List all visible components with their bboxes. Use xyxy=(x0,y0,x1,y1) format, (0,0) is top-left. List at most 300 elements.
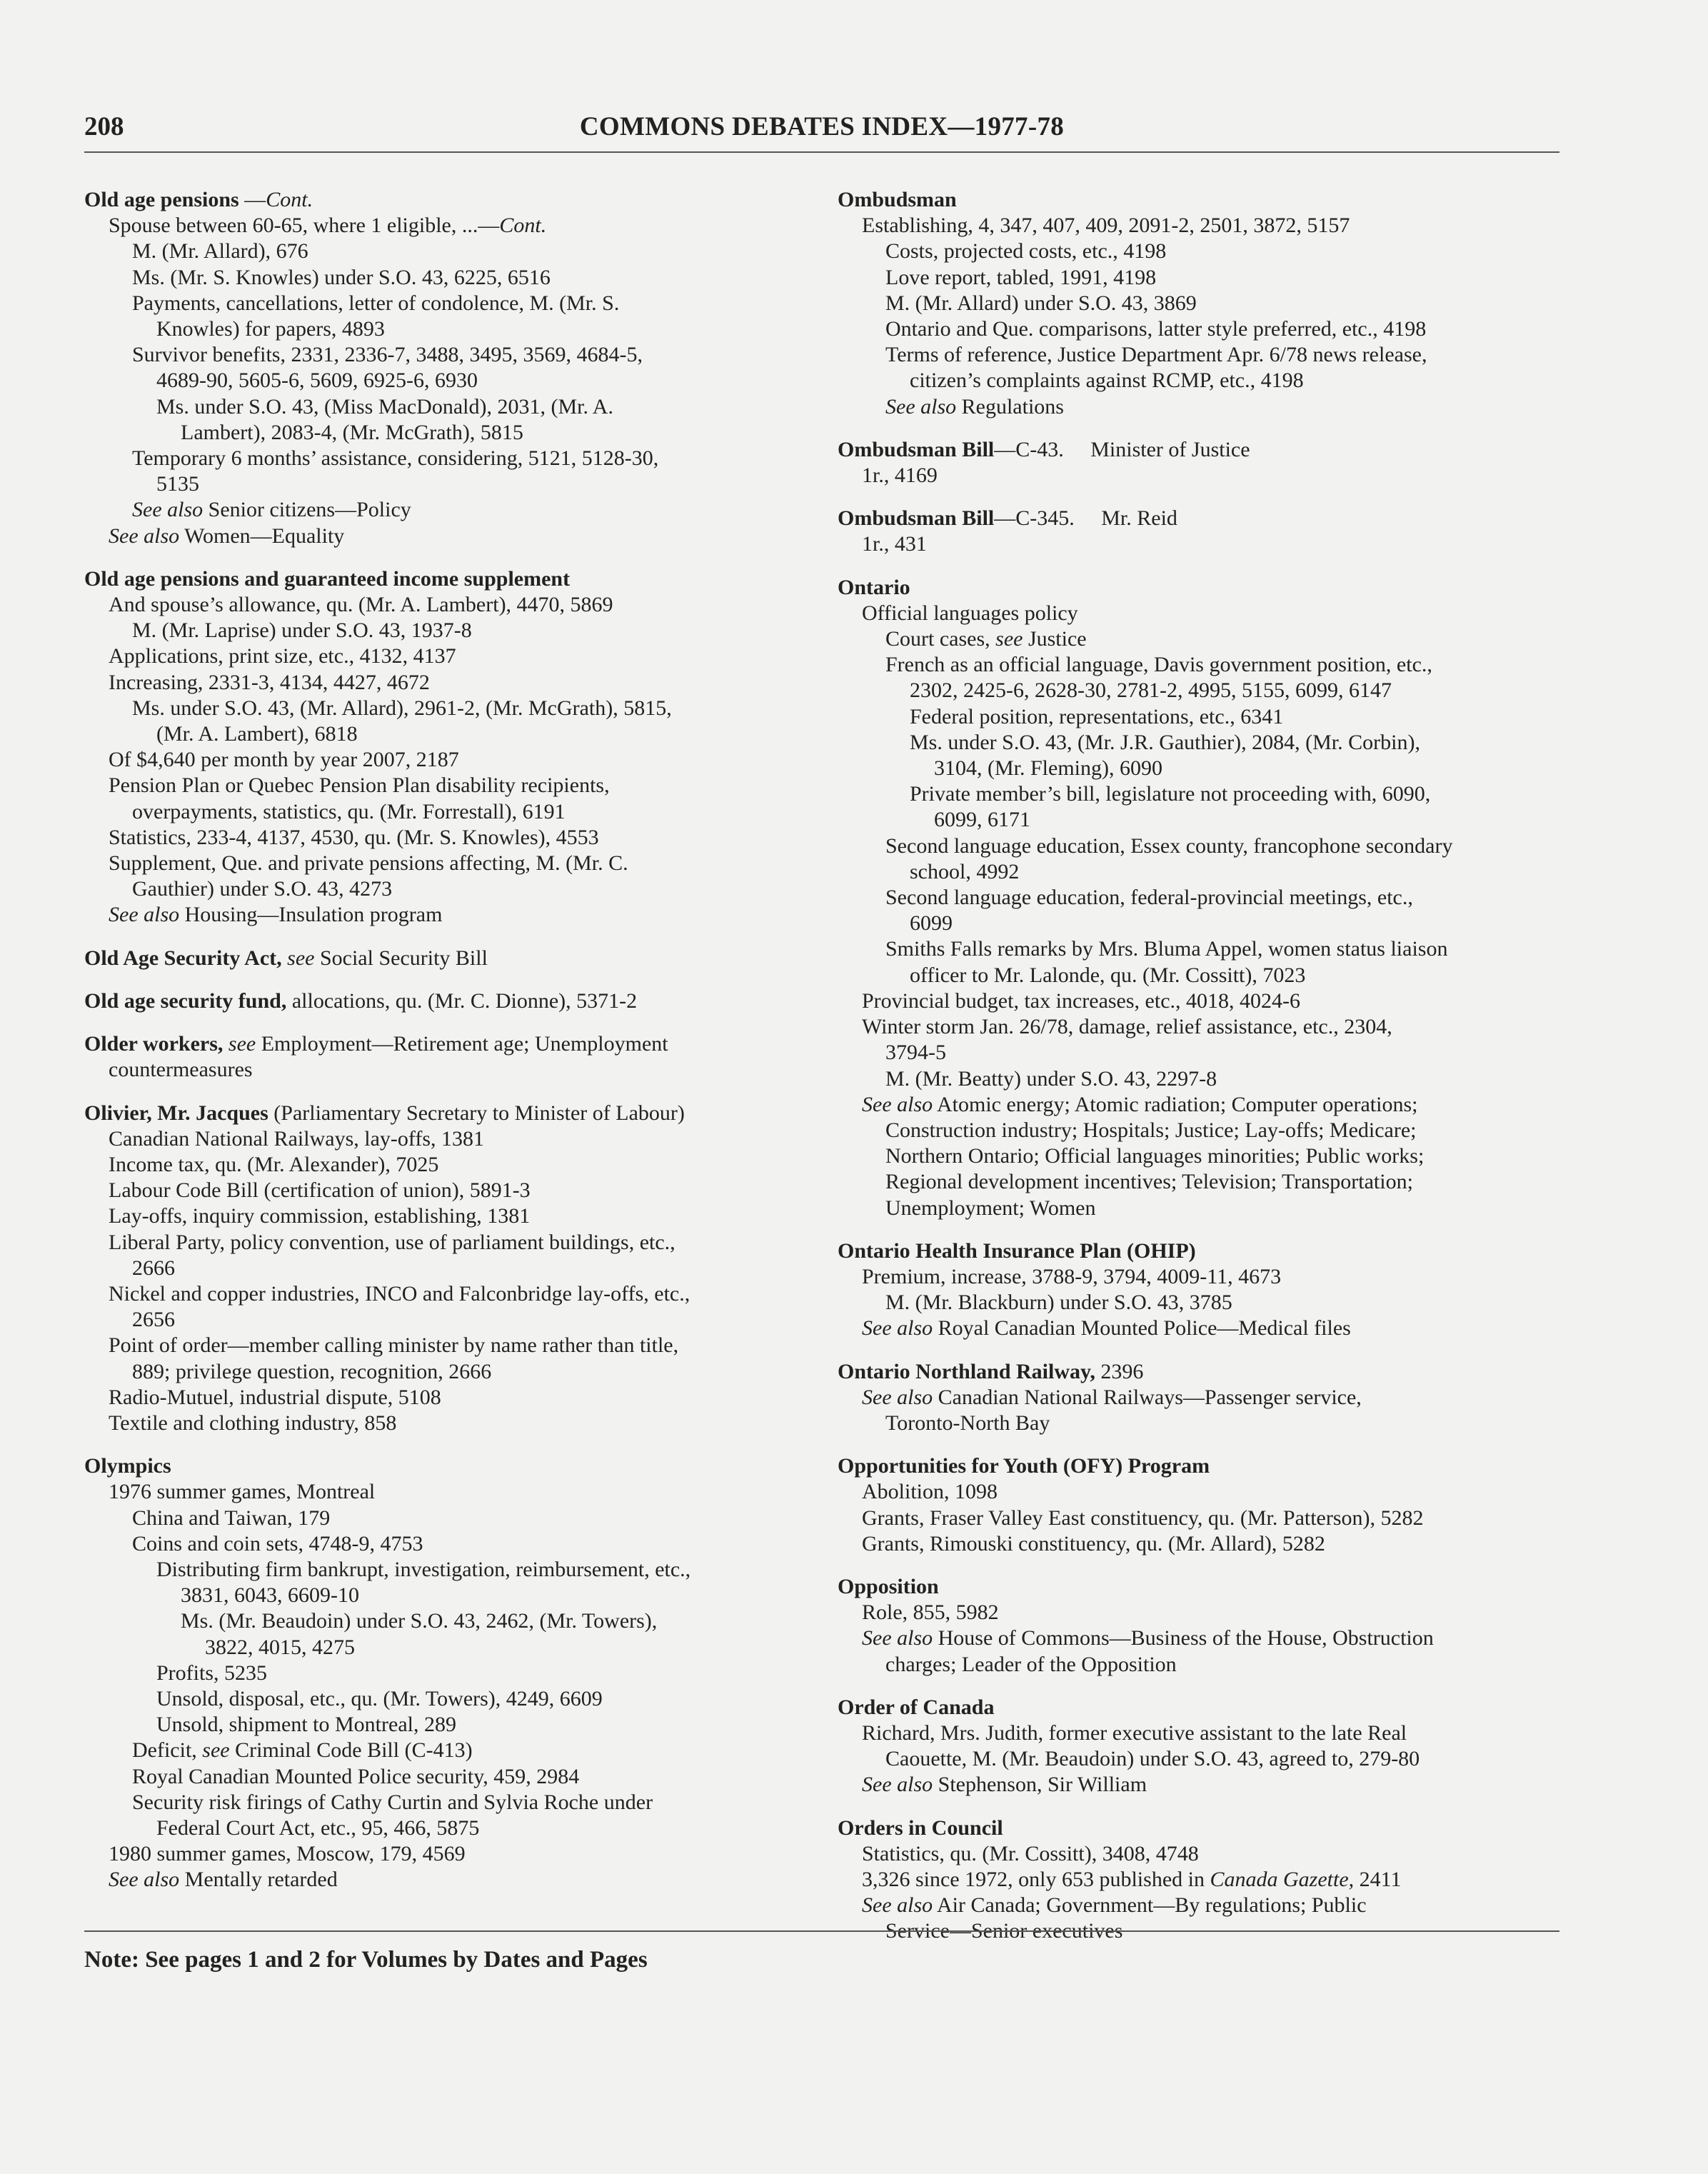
subentry-line xyxy=(84,446,813,471)
subentry-line xyxy=(838,807,1559,833)
entry-text: Employment—Retirement age; Unemployment xyxy=(256,1032,668,1056)
entry-text: Atomic energy; Atomic radiation; Computer operations; xyxy=(933,1092,1418,1116)
subentry-line xyxy=(84,394,813,420)
entry-text: 2411 xyxy=(1354,1867,1402,1891)
entry-heading-line xyxy=(838,506,1559,531)
entry-text: Ms. (Mr. Beaudoin) under S.O. 43, 2462, (Mr. Towers), xyxy=(181,1609,658,1633)
subentry-line xyxy=(84,1608,813,1634)
entry-heading: Olympics xyxy=(84,1454,171,1478)
cross-reference-marker: See also xyxy=(862,1316,933,1341)
subentry-line xyxy=(84,1230,813,1256)
subentry-line xyxy=(838,1652,1559,1678)
page-number: 208 xyxy=(84,112,124,141)
entry-text: Grants, Rimouski constituency, qu. (Mr. Allard), 5282 xyxy=(862,1531,1325,1556)
entry-heading: Old age security fund, xyxy=(84,988,287,1013)
index-entry xyxy=(838,1695,1559,1798)
subentry-line xyxy=(84,1333,813,1358)
subentry-line xyxy=(838,531,1559,557)
entry-heading-line xyxy=(84,946,813,971)
subentry-line xyxy=(84,1359,813,1385)
subentry-line xyxy=(838,1411,1559,1436)
entry-text: Profits, 5235 xyxy=(156,1660,268,1685)
entry-text: Provincial budget, tax increases, etc., 4018, 4024-6 xyxy=(862,988,1301,1013)
entry-text: Senior citizens—Policy xyxy=(203,498,411,522)
entry-text: citizen’s complaints against RCMP, etc., 4198 xyxy=(910,369,1304,393)
entry-text: Statistics, qu. (Mr. Cossitt), 3408, 4748 xyxy=(862,1841,1199,1865)
entry-text: Grants, Fraser Valley East constituency, qu. (Mr. Patterson), 5282 xyxy=(862,1506,1424,1530)
subentry-line xyxy=(838,1841,1559,1867)
subentry-line xyxy=(838,1531,1559,1557)
subentry-line xyxy=(84,1712,813,1738)
index-entry xyxy=(84,1031,813,1083)
subentry-line xyxy=(84,1557,813,1583)
entry-text: Point of order—member calling minister by name rather than title, xyxy=(109,1333,679,1358)
subentry-line xyxy=(838,936,1559,962)
subentry-line xyxy=(84,1635,813,1660)
subentry-line xyxy=(84,696,813,721)
entry-text: Construction industry; Hospitals; Justice; Lay-offs; Medicare; xyxy=(885,1118,1417,1142)
subentry-line xyxy=(838,833,1559,859)
entry-text: Increasing, 2331-3, 4134, 4427, 4672 xyxy=(109,670,430,694)
subentry-line xyxy=(84,592,813,618)
left-column xyxy=(84,187,813,1910)
subentry-line xyxy=(84,265,813,291)
entry-text: Ms. under S.O. 43, (Miss MacDonald), 2031, (Mr. A. xyxy=(156,394,613,419)
subentry-line xyxy=(838,678,1559,703)
entry-heading-line xyxy=(838,437,1559,463)
subentry-line xyxy=(838,1066,1559,1092)
entry-text: Survivor benefits, 2331, 2336-7, 3488, 3495, 3569, 4684-5, xyxy=(132,343,643,367)
entry-text: Security risk firings of Cathy Curtin and Sylvia Roche under xyxy=(132,1790,653,1814)
entry-text: Northern Ontario; Official languages minorities; Public works; xyxy=(885,1144,1425,1168)
entry-text: Supplement, Que. and private pensions affecting, M. (Mr. C. xyxy=(109,851,628,876)
entry-text: Justice xyxy=(1023,627,1087,651)
entry-text: 3,326 since 1972, only 653 published in xyxy=(862,1867,1210,1891)
entry-text: Of $4,640 per month by year 2007, 2187 xyxy=(109,748,459,772)
subentry-line xyxy=(838,601,1559,626)
running-title: COMMONS DEBATES INDEX—1977-78 xyxy=(579,112,1065,141)
cross-reference-marker: see xyxy=(995,627,1023,651)
entry-heading-line xyxy=(838,1574,1559,1600)
entry-text: Pension Plan or Quebec Pension Plan disability recipients, xyxy=(109,773,610,798)
entry-text: allocations, qu. (Mr. C. Dionne), 5371-2 xyxy=(286,988,638,1013)
subentry-line xyxy=(84,1256,813,1281)
subentry-line xyxy=(84,316,813,342)
entry-heading: Ontario xyxy=(838,575,910,599)
index-entry xyxy=(838,1453,1559,1557)
cross-reference-marker: Canada Gazette, xyxy=(1210,1867,1355,1891)
subentry-line xyxy=(84,1867,813,1893)
cross-reference-marker: See also xyxy=(862,1092,933,1116)
subentry-line xyxy=(838,1316,1559,1341)
subentry-line xyxy=(84,239,813,264)
index-entry xyxy=(84,187,813,549)
entry-text: 889; privilege question, recognition, 2666 xyxy=(132,1359,492,1383)
cross-reference-marker: See also xyxy=(132,498,204,522)
entry-text: And spouse’s allowance, qu. (Mr. A. Lambert), 4470, 5869 xyxy=(109,593,613,617)
entry-text: M. (Mr. Beatty) under S.O. 43, 2297-8 xyxy=(885,1066,1217,1091)
subentry-line xyxy=(84,851,813,876)
index-entry xyxy=(838,1238,1559,1342)
entry-heading: Ontario Health Insurance Plan (OHIP) xyxy=(838,1238,1196,1263)
entry-text: Ms. (Mr. S. Knowles) under S.O. 43, 6225, 6516 xyxy=(132,265,551,289)
entry-text: Official languages policy xyxy=(862,601,1078,625)
subentry-line xyxy=(838,265,1559,291)
subentry-line xyxy=(838,704,1559,730)
header-rule xyxy=(84,151,1559,153)
entry-text: Distributing firm bankrupt, investigation, reimbursement, etc., xyxy=(156,1557,691,1581)
entry-heading-line xyxy=(838,1695,1559,1720)
entry-text: Costs, projected costs, etc., 4198 xyxy=(885,239,1167,264)
subentry-line xyxy=(838,1143,1559,1169)
cross-reference-marker: See also xyxy=(862,1385,933,1409)
entry-text: (Parliamentary Secretary to Minister of Labour) xyxy=(268,1101,685,1125)
subentry-line xyxy=(84,1531,813,1557)
subentry-line xyxy=(838,626,1559,652)
cross-reference-marker: Cont. xyxy=(499,214,547,238)
footer-rule xyxy=(84,1930,1559,1932)
index-entry xyxy=(838,1359,1559,1437)
entry-text: Spouse between 60-65, where 1 eligible, ...— xyxy=(109,214,500,238)
subentry-line xyxy=(84,1841,813,1867)
entry-text: 1r., 431 xyxy=(862,532,927,556)
entry-text: countermeasures xyxy=(109,1058,253,1082)
subentry-line xyxy=(838,756,1559,781)
index-entry xyxy=(838,575,1559,1221)
subentry-line xyxy=(838,730,1559,756)
entry-text: Deficit, xyxy=(132,1738,203,1763)
entry-text: Unemployment; Women xyxy=(885,1196,1096,1220)
entry-text: (Mr. A. Lambert), 6818 xyxy=(156,722,358,746)
cross-reference-marker: see xyxy=(287,946,315,970)
entry-text: Air Canada; Government—By regulations; Public xyxy=(933,1893,1367,1918)
entry-heading: Ombudsman xyxy=(838,188,957,211)
subentry-line xyxy=(84,1686,813,1712)
entry-text: Stephenson, Sir William xyxy=(933,1773,1147,1797)
entry-text: Terms of reference, Justice Department Apr. 6/78 news release, xyxy=(885,343,1427,367)
subentry-line xyxy=(838,1893,1559,1918)
subentry-line xyxy=(84,670,813,696)
entry-heading: Old Age Security Act, xyxy=(84,946,282,970)
subentry-line xyxy=(838,1626,1559,1651)
subentry-line xyxy=(84,747,813,773)
index-entry xyxy=(84,988,813,1014)
entry-text: Textile and clothing industry, 858 xyxy=(109,1411,397,1435)
entry-heading: Ombudsman Bill xyxy=(838,506,995,531)
page-header xyxy=(84,111,1559,151)
subentry-line xyxy=(84,420,813,446)
entry-text: Radio-Mutuel, industrial dispute, 5108 xyxy=(109,1385,441,1409)
entry-text: Smiths Falls remarks by Mrs. Bluma Appel, women status liaison xyxy=(885,937,1448,961)
subentry-line xyxy=(84,902,813,928)
subentry-line xyxy=(838,885,1559,911)
subentry-line xyxy=(84,799,813,825)
entry-heading: Orders in Council xyxy=(838,1815,1003,1840)
entry-text: Richard, Mrs. Judith, former executive assistant to the late Real xyxy=(862,1720,1407,1745)
entry-text: Applications, print size, etc., 4132, 4137 xyxy=(109,644,456,668)
subentry-line xyxy=(84,497,813,523)
entry-text: 1980 summer games, Moscow, 179, 4569 xyxy=(109,1842,466,1866)
subentry-line xyxy=(838,1720,1559,1746)
subentry-line xyxy=(84,1281,813,1307)
entry-text: 2656 xyxy=(132,1308,175,1332)
entry-text: 2396 xyxy=(1095,1359,1144,1383)
subentry-line xyxy=(838,1014,1559,1040)
entry-text: Income tax, qu. (Mr. Alexander), 7025 xyxy=(109,1152,439,1176)
entry-text: — xyxy=(238,188,266,211)
entry-heading: Olivier, Mr. Jacques xyxy=(84,1101,268,1125)
subentry-line xyxy=(838,1118,1559,1143)
entry-text: Social Security Bill xyxy=(314,946,488,970)
entry-text: officer to Mr. Lalonde, qu. (Mr. Cossitt), 7023 xyxy=(910,963,1306,987)
right-column xyxy=(838,187,1559,1962)
cross-reference-marker: See also xyxy=(862,1773,933,1797)
index-entry xyxy=(838,506,1559,557)
cross-reference-marker: See also xyxy=(862,1626,933,1650)
subentry-line xyxy=(84,1203,813,1229)
cross-reference-marker: See also xyxy=(109,1868,180,1892)
entry-heading-line xyxy=(84,1031,813,1057)
subentry-line xyxy=(84,721,813,747)
subentry-line xyxy=(838,1479,1559,1505)
entry-text: Royal Canadian Mounted Police—Medical files xyxy=(933,1316,1351,1341)
entry-text: charges; Leader of the Opposition xyxy=(885,1652,1177,1676)
entry-text: 4689-90, 5605-6, 5609, 6925-6, 6930 xyxy=(156,369,478,393)
entry-heading: Older workers, xyxy=(84,1032,223,1056)
entry-text: Criminal Code Bill (C-413) xyxy=(229,1738,473,1763)
subentry-line xyxy=(84,773,813,798)
entry-heading-line xyxy=(838,1359,1559,1385)
subentry-line xyxy=(838,911,1559,936)
subentry-line xyxy=(84,291,813,316)
entry-text: Role, 855, 5982 xyxy=(862,1601,999,1625)
entry-text: 3794-5 xyxy=(885,1041,946,1065)
subentry-line xyxy=(84,471,813,497)
entry-text: Caouette, M. (Mr. Beaudoin) under S.O. 43, agreed to, 279-80 xyxy=(885,1747,1420,1771)
entry-text: Ms. under S.O. 43, (Mr. Allard), 2961-2, (Mr. McGrath), 5815, xyxy=(132,696,672,720)
subentry-line xyxy=(838,1290,1559,1316)
entry-text: Love report, tabled, 1991, 4198 xyxy=(885,265,1157,289)
subentry-line xyxy=(84,1385,813,1411)
entry-text: Liberal Party, policy convention, use of parliament buildings, etc., xyxy=(109,1230,675,1254)
entry-heading-line xyxy=(838,1453,1559,1479)
entry-text: Regional development incentives; Television; Transportation; xyxy=(885,1170,1413,1194)
entry-heading: Old age pensions and guaranteed income supplement xyxy=(84,566,571,591)
entry-text: Labour Code Bill (certification of union), 5891-3 xyxy=(109,1178,531,1203)
subentry-line xyxy=(838,652,1559,678)
subentry-line xyxy=(84,643,813,669)
entry-text: China and Taiwan, 179 xyxy=(132,1506,331,1530)
subentry-line xyxy=(84,1057,813,1083)
subentry-line xyxy=(838,368,1559,394)
entry-text: 3831, 6043, 6609-10 xyxy=(181,1583,359,1608)
entry-heading-line xyxy=(838,1815,1559,1841)
footnote: Note: See pages 1 and 2 for Volumes by Dates and Pages xyxy=(84,1947,648,1973)
entry-text: Toronto-North Bay xyxy=(885,1411,1050,1435)
subentry-line xyxy=(838,1506,1559,1531)
entry-text: Gauthier) under S.O. 43, 4273 xyxy=(132,877,393,901)
subentry-line xyxy=(84,876,813,902)
cross-reference-marker: See also xyxy=(109,524,180,548)
entry-text: —C-43. Minister of Justice xyxy=(994,437,1250,461)
entry-text: Second language education, federal-provincial meetings, etc., xyxy=(885,886,1413,910)
index-entry xyxy=(84,946,813,971)
subentry-line xyxy=(84,1307,813,1333)
index-entry xyxy=(838,437,1559,489)
entry-text: Nickel and copper industries, INCO and Falconbridge lay-offs, etc., xyxy=(109,1281,690,1306)
index-entry xyxy=(84,1101,813,1437)
subentry-line xyxy=(84,1479,813,1505)
entry-heading: Old age pensions xyxy=(84,188,239,211)
entry-text: Coins and coin sets, 4748-9, 4753 xyxy=(132,1531,423,1556)
subentry-line xyxy=(838,1772,1559,1798)
entry-text: school, 4992 xyxy=(910,859,1020,883)
entry-text: Federal Court Act, etc., 95, 466, 5875 xyxy=(156,1815,480,1840)
entry-text: M. (Mr. Laprise) under S.O. 43, 1937-8 xyxy=(132,618,472,643)
subentry-line xyxy=(84,524,813,549)
subentry-line xyxy=(838,1169,1559,1195)
entry-text: Court cases, xyxy=(885,627,996,651)
index-entry xyxy=(838,1815,1559,1945)
entry-text xyxy=(223,1032,228,1056)
entry-text: French as an official language, Davis government position, etc., xyxy=(885,653,1432,677)
entry-text: Temporary 6 months’ assistance, considering, 5121, 5128-30, xyxy=(132,446,659,471)
entry-text: Statistics, 233-4, 4137, 4530, qu. (Mr. S. Knowles), 4553 xyxy=(109,825,599,849)
subentry-line xyxy=(838,213,1559,239)
entry-heading-line xyxy=(84,187,813,213)
subentry-line xyxy=(838,239,1559,264)
entry-heading: Order of Canada xyxy=(838,1695,995,1719)
entry-text: 5135 xyxy=(156,472,199,496)
subentry-line xyxy=(84,825,813,851)
cross-reference-marker: See also xyxy=(862,1893,933,1918)
index-entry xyxy=(838,187,1559,420)
entry-text: Unsold, shipment to Montreal, 289 xyxy=(156,1713,456,1737)
entry-text: 3104, (Mr. Fleming), 6090 xyxy=(934,756,1162,781)
entry-heading-line xyxy=(84,566,813,592)
entry-text: Canadian National Railways—Passenger service, xyxy=(933,1385,1362,1409)
entry-text: Lambert), 2083-4, (Mr. McGrath), 5815 xyxy=(181,420,523,444)
subentry-line xyxy=(838,988,1559,1014)
entry-heading-line xyxy=(838,575,1559,601)
entry-text: Establishing, 4, 347, 407, 409, 2091-2, 2501, 3872, 5157 xyxy=(862,214,1350,238)
subentry-line xyxy=(84,1178,813,1203)
cross-reference-marker: see xyxy=(228,1032,256,1056)
subentry-line xyxy=(838,1867,1559,1893)
entry-text: M. (Mr. Allard), 676 xyxy=(132,239,308,264)
entry-text: Canadian National Railways, lay-offs, 1381 xyxy=(109,1126,484,1151)
entry-text: Royal Canadian Mounted Police security, 459, 2984 xyxy=(132,1764,580,1788)
subentry-line xyxy=(838,1040,1559,1066)
entry-text: House of Commons—Business of the House, Obstruction xyxy=(933,1626,1434,1650)
subentry-line xyxy=(84,1738,813,1763)
entry-text: Knowles) for papers, 4893 xyxy=(156,317,385,341)
entry-text: 3822, 4015, 4275 xyxy=(205,1635,355,1659)
entry-text: Federal position, representations, etc., 6341 xyxy=(910,704,1284,728)
subentry-line xyxy=(838,394,1559,420)
entry-text: 2666 xyxy=(132,1256,175,1280)
subentry-line xyxy=(838,1600,1559,1626)
subentry-line xyxy=(838,291,1559,316)
subentry-line xyxy=(838,781,1559,807)
entry-heading-line xyxy=(84,988,813,1014)
subentry-line xyxy=(838,1092,1559,1118)
entry-text: 6099 xyxy=(910,911,953,936)
subentry-line xyxy=(838,859,1559,885)
subentry-line xyxy=(838,342,1559,368)
subentry-line xyxy=(84,1152,813,1178)
subentry-line xyxy=(84,213,813,239)
subentry-line xyxy=(84,1815,813,1841)
subentry-line xyxy=(84,1660,813,1686)
entry-text: —C-345. Mr. Reid xyxy=(994,506,1177,531)
entry-text: Second language education, Essex county, francophone secondary xyxy=(885,833,1453,858)
index-entry xyxy=(838,1574,1559,1678)
subentry-line xyxy=(838,963,1559,988)
subentry-line xyxy=(84,368,813,394)
cross-reference-marker: See also xyxy=(109,903,180,927)
entry-text: Payments, cancellations, letter of condolence, M. (Mr. S. xyxy=(132,291,620,315)
entry-text: Ontario and Que. comparisons, latter style preferred, etc., 4198 xyxy=(885,317,1427,341)
entry-text: M. (Mr. Blackburn) under S.O. 43, 3785 xyxy=(885,1291,1232,1315)
entry-heading: Ontario Northland Railway, xyxy=(838,1359,1095,1383)
entry-text: Private member’s bill, legislature not proceeding with, 6090, xyxy=(910,782,1431,806)
entry-text: Unsold, disposal, etc., qu. (Mr. Towers), 4249, 6609 xyxy=(156,1686,603,1710)
subentry-line xyxy=(838,1385,1559,1411)
entry-text: 1r., 4169 xyxy=(862,464,938,488)
subentry-line xyxy=(84,342,813,368)
entry-text: M. (Mr. Allard) under S.O. 43, 3869 xyxy=(885,291,1197,315)
entry-text: overpayments, statistics, qu. (Mr. Forrestall), 6191 xyxy=(132,799,566,823)
entry-heading-line xyxy=(838,187,1559,213)
entry-text: Premium, increase, 3788-9, 3794, 4009-11, 4673 xyxy=(862,1264,1282,1288)
entry-text: Winter storm Jan. 26/78, damage, relief assistance, etc., 2304, xyxy=(862,1015,1392,1039)
subentry-line xyxy=(84,1411,813,1436)
entry-heading: Ombudsman Bill xyxy=(838,437,995,461)
entry-text: Mentally retarded xyxy=(179,1868,338,1892)
cross-reference-marker: Cont. xyxy=(266,188,313,211)
index-entry xyxy=(84,566,813,928)
subentry-line xyxy=(84,1790,813,1815)
entry-text: Regulations xyxy=(956,394,1064,419)
entry-text: 2302, 2425-6, 2628-30, 2781-2, 4995, 5155, 6099, 6147 xyxy=(910,678,1392,703)
entry-text: 6099, 6171 xyxy=(934,808,1030,832)
subentry-line xyxy=(838,1746,1559,1772)
subentry-line xyxy=(838,316,1559,342)
entry-text: Service—Senior executives xyxy=(885,1919,1123,1943)
subentry-line xyxy=(84,1764,813,1790)
cross-reference-marker: See also xyxy=(885,394,957,419)
entry-heading-line xyxy=(84,1453,813,1479)
subentry-line xyxy=(84,618,813,643)
cross-reference-marker: see xyxy=(202,1738,230,1763)
subentry-line xyxy=(84,1583,813,1608)
index-entry xyxy=(84,1453,813,1893)
entry-text: Lay-offs, inquiry commission, establishing, 1381 xyxy=(109,1204,531,1228)
subentry-line xyxy=(838,463,1559,489)
subentry-line xyxy=(838,1264,1559,1290)
subentry-line xyxy=(84,1506,813,1531)
subentry-line xyxy=(84,1126,813,1152)
entry-text: 1976 summer games, Montreal xyxy=(109,1480,376,1504)
entry-heading-line xyxy=(838,1238,1559,1264)
entry-heading: Opportunities for Youth (OFY) Program xyxy=(838,1454,1210,1478)
entry-text: Housing—Insulation program xyxy=(179,903,443,927)
entry-heading: Opposition xyxy=(838,1574,939,1598)
entry-text: Women—Equality xyxy=(179,524,345,548)
entry-text: Ms. under S.O. 43, (Mr. J.R. Gauthier), 2084, (Mr. Corbin), xyxy=(910,730,1420,754)
entry-text: Abolition, 1098 xyxy=(862,1480,998,1504)
